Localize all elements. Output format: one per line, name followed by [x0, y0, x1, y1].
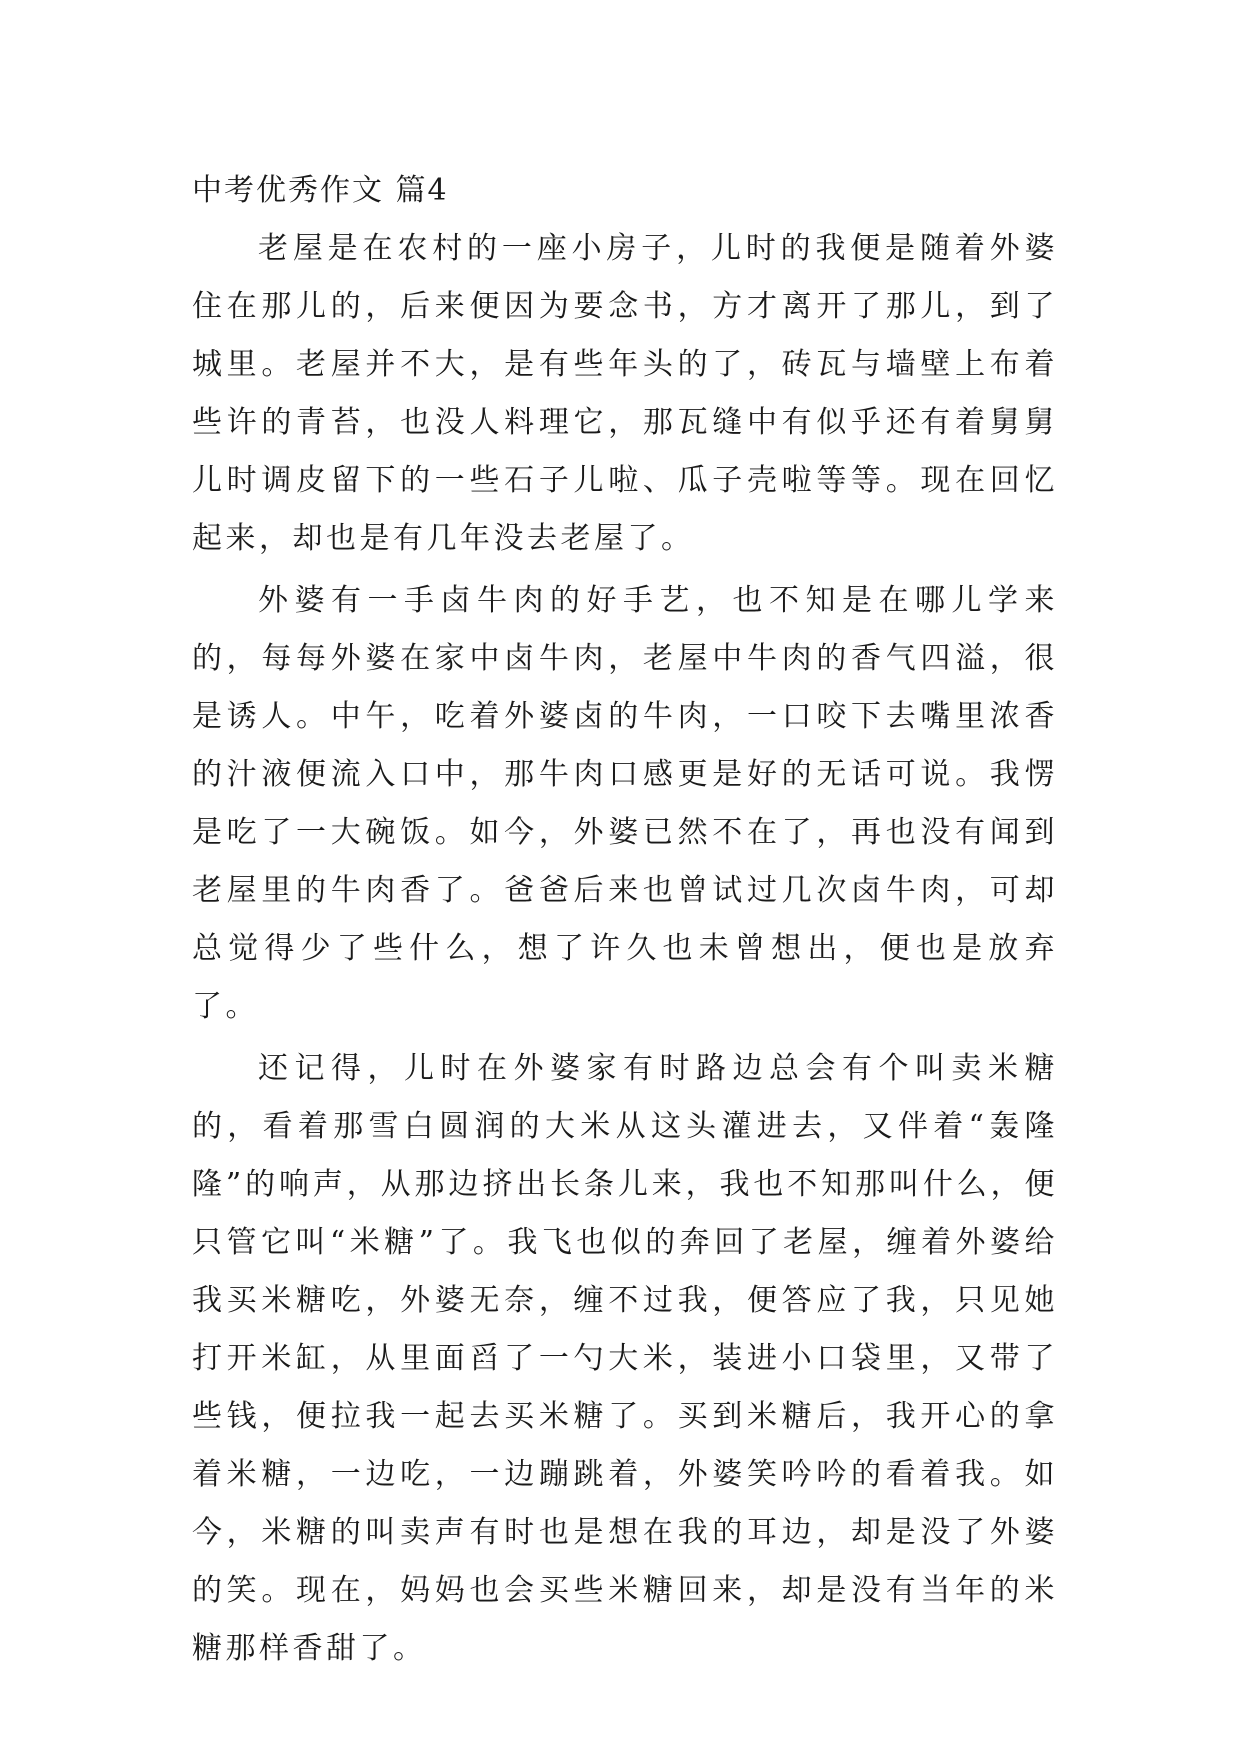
document-body: [192, 162, 1058, 1682]
document-title: 中考优秀作文 篇4: [192, 173, 449, 208]
paragraph-1: 老屋是在农村的一座小房子，儿时的我便是随着外婆住在那儿的，后来便因为要念书，方才离开了那儿，到了城里。老屋并不大，是有些年头的了，砖瓦与墙壁上布着些许的青苔，也没人料理它，那瓦缝中有似乎还有着舅舅儿时调皮留下的一些石子儿啦、瓜子壳啦等等。现在回忆起来，却也是有几年没去老屋了。: [192, 231, 1058, 556]
paragraph-3: 还记得，儿时在外婆家有时路边总会有个叫卖米糖的，看着那雪白圆润的大米从这头灌进去，又伴着“轰隆隆”的响声，从那边挤出长条儿来，我也不知那叫什么，便只管它叫“米糖”了。我飞也似的奔回了老屋，缠着外婆给我买米糖吃，外婆无奈，缠不过我，便答应了我，只见她打开米缸，从里面舀了一勺大米，装进小口袋里，又带了些钱，便拉我一起去买米糖了。买到米糖后，我开心的拿着米糖，一边吃，一边蹦跳着，外婆笑吟吟的看着我。如今，米糖的叫卖声有时也是想在我的耳边，却是没了外婆的笑。现在，妈妈也会买些米糖回来，却是没有当年的米糖那样香甜了。: [192, 1051, 1058, 1666]
paragraph-2: 外婆有一手卤牛肉的好手艺，也不知是在哪儿学来的，每每外婆在家中卤牛肉，老屋中牛肉的香气四溢，很是诱人。中午，吃着外婆卤的牛肉，一口咬下去嘴里浓香的汁液便流入口中，那牛肉口感更是好的无话可说。我愣是吃了一大碗饭。如今，外婆已然不在了，再也没有闻到老屋里的牛肉香了。爸爸后来也曾试过几次卤牛肉，可却总觉得少了些什么，想了许久也未曾想出，便也是放弃了。: [192, 583, 1058, 1024]
